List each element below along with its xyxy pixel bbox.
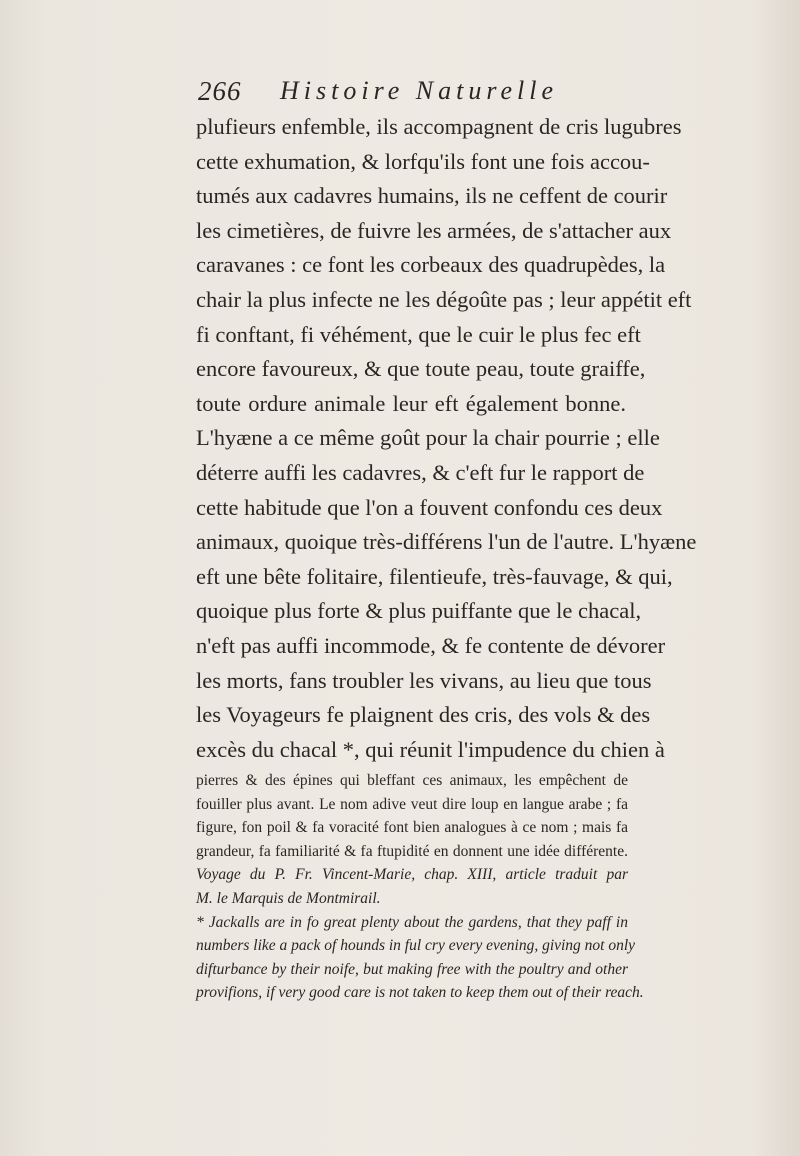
text-line: déterre auffi les cadavres, & c'eft fur le rapport de: [196, 459, 645, 485]
page-number: 266: [198, 76, 242, 106]
text-line: L'hyæne a ce même goût pour la chair pourrie ; elle: [196, 425, 660, 451]
text-line: animaux, quoique très-différens l'un de l'autre. L'hyæne: [196, 529, 697, 555]
text-line: plufieurs enfemble, ils accompagnent de cris lugubres: [196, 114, 682, 139]
text-line: fi conftant, fi véhément, que le cuir le plus fec eft: [196, 321, 641, 347]
text-line: tumés aux cadavres humains, ils ne ceffent de courir: [196, 183, 668, 209]
english-note-line: numbers like a pack of hounds in ful cry every evening, giving not only: [196, 937, 636, 955]
main-text: [196, 110, 697, 767]
text-line: n'eft pas auffi incommode, & fe contente de dévorer: [196, 632, 666, 658]
footnote-line: M. le Marquis de Montmirail.: [196, 889, 381, 907]
footnote-line: figure, fon poil & fa voracité font bien analogues à ce nom ; mais fa: [196, 819, 628, 837]
text-line: les Voyageurs fe plaignent des cris, des vols & des: [196, 702, 651, 728]
text-line: excès du chacal *, qui réunit l'impudence du chien à: [196, 736, 665, 762]
text-line: cette habitude que l'on a fouvent confondu ces deux: [196, 494, 663, 520]
footnotes: [196, 769, 644, 1005]
footnote-line: pierres & des épines qui bleffant ces animaux, les empêchent de: [196, 772, 628, 789]
text-line: encore favoureux, & que toute peau, toute graiffe,: [196, 356, 646, 382]
text-line: les morts, fans troubler les vivans, au lieu que tous: [196, 667, 652, 693]
text-line: les cimetières, de fuivre les armées, de s'attacher aux: [196, 217, 672, 243]
english-note-line: provifions, if very good care is not taken to keep them out of their reach.: [196, 984, 644, 1002]
footnote-line: Voyage du P. Fr. Vincent-Marie, chap. XIII, article traduit par: [196, 866, 628, 884]
footnote-line: fouiller plus avant. Le nom adive veut dire loup en langue arabe ; fa: [196, 795, 628, 813]
running-title: Histoire Naturelle: [280, 76, 559, 105]
english-note-line: * Jackalls are in fo great plenty about the gardens, that they paff in: [196, 913, 628, 931]
english-note-line: difturbance by their noife, but making free with the poultry and other: [196, 960, 628, 978]
text-line: chair la plus infecte ne les dégoûte pas ; leur appétit eft: [196, 286, 692, 312]
text-line: eft une bête folitaire, filentieufe, très-fauvage, & qui,: [196, 563, 673, 589]
text-line: toute ordure animale leur eft également bonne.: [196, 390, 626, 416]
text-line: quoique plus forte & plus puiffante que le chacal,: [196, 598, 642, 624]
text-line: cette exhumation, & lorfqu'ils font une fois accou-: [196, 148, 650, 174]
page-header: [198, 76, 628, 110]
text-line: caravanes : ce font les corbeaux des quadrupèdes, la: [196, 252, 666, 278]
footnote-line: grandeur, fa familiarité & fa ftupidité en donnent une idée différente.: [196, 842, 628, 860]
